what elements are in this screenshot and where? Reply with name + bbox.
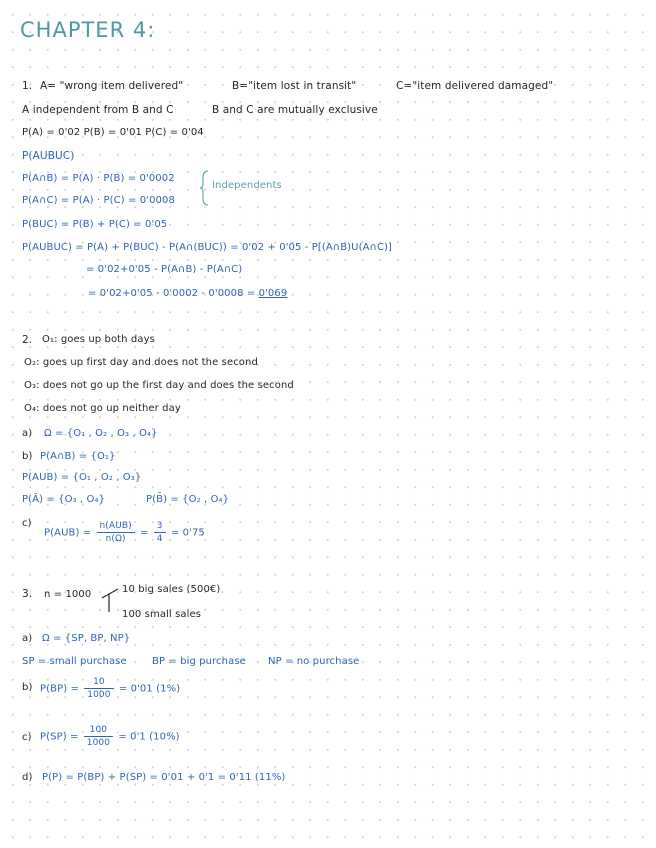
- q3-b-numerator: 10: [84, 676, 113, 689]
- brace-label: Independents: [212, 180, 282, 191]
- q2-c-line: [44, 520, 205, 545]
- q1-line-7: [88, 288, 287, 299]
- q2-c-prefix: P(AUB) =: [44, 527, 92, 539]
- q2-outcome-1: O₁: goes up both days: [42, 334, 155, 345]
- q3-b-prefix: P(BP) =: [40, 683, 79, 695]
- q3-legend-np: NP = no purchase: [268, 656, 360, 667]
- q1-line-4: P(BUC) = P(B) + P(C) = 0'05: [22, 219, 168, 230]
- q3-c-line: [40, 724, 180, 749]
- q3-d-line: P(P) = P(BP) + P(SP) = 0'01 + 0'1 = 0'11 (11%): [42, 772, 286, 783]
- q3-b-label: b): [22, 682, 33, 693]
- q3-b-line: [40, 676, 180, 701]
- q2-b-line-3-left: P(Ā) = {O₃ , O₄}: [22, 494, 106, 505]
- q2-b-line-3-right: P(B̄) = {O₂ , O₄}: [146, 494, 230, 505]
- q2-sample-space: Ω = {O₁ , O₂ , O₃ , O₄}: [44, 428, 158, 439]
- q2-outcome-4: O₄: does not go up neither day: [24, 403, 181, 414]
- q3-b-denominator: 1000: [87, 690, 111, 700]
- q3-c-numerator: 100: [84, 724, 113, 737]
- q2-c-numerator: n(AUB): [97, 520, 135, 533]
- q1-line-5: P(AUBUC) = P(A) + P(BUC) - P(A∩(BUC)) = 0'02 + 0'05 - P[(A∩B)U(A∩C)]: [22, 242, 393, 253]
- q2-b-label: b): [22, 451, 33, 462]
- q1-line-3: P(A∩C) = P(A) · P(C) = 0'0008: [22, 195, 175, 206]
- q1-probabilities: P(A) = 0'02 P(B) = 0'01 P(C) = 0'04: [22, 127, 204, 138]
- q3-legend-bp: BP = big purchase: [152, 656, 246, 667]
- q3-legend-sp: SP = small purchase: [22, 656, 127, 667]
- q1-line-7-prefix: = 0'02+0'05 - 0'0002 - 0'0008 =: [88, 288, 256, 299]
- q3-c-label: c): [22, 732, 32, 743]
- q3-c-prefix: P(SP) =: [40, 731, 79, 743]
- q3-b-fraction: [84, 676, 113, 701]
- q2-c-numerator-2: 3: [154, 520, 166, 533]
- q1-event-b: B="item lost in transit": [232, 80, 357, 92]
- q3-n: n = 1000: [44, 589, 92, 600]
- q2-outcome-3: O₃: does not go up the first day and does the second: [24, 380, 294, 391]
- q2-b-line-2: P(AUB) = {O₁ , O₂ , O₃}: [22, 472, 142, 483]
- q3-c-result: = 0'1 (10%): [118, 731, 180, 743]
- q3-c-denominator: 1000: [86, 738, 111, 748]
- q2-c-fraction: [97, 520, 135, 545]
- branch-icon: [100, 586, 120, 614]
- q2-c-fraction-2: [154, 520, 166, 545]
- q1-line-2: P(A∩B) = P(A) · P(B) = 0'0002: [22, 173, 175, 184]
- q2-a-label: a): [22, 428, 33, 439]
- q1-statement-right: B and C are mutually exclusive: [212, 104, 378, 116]
- q3-d-label: d): [22, 772, 33, 783]
- brace-icon: [200, 170, 210, 206]
- page-title: CHAPTER 4:: [20, 18, 156, 42]
- q2-number: 2.: [22, 334, 33, 346]
- q2-c-denominator: n(Ω): [105, 534, 126, 544]
- q2-b-line-1: P(A∩B) = {O₁}: [40, 451, 116, 462]
- q1-result: 0'069: [258, 288, 288, 299]
- q2-c-label: c): [22, 518, 32, 529]
- q2-outcome-2: O₂: goes up first day and does not the second: [24, 357, 258, 368]
- q3-number: 3.: [22, 588, 33, 600]
- q1-event-c: C="item delivered damaged": [396, 80, 554, 92]
- q3-a-label: a): [22, 633, 33, 644]
- q1-event-a: A= "wrong item delivered": [40, 80, 184, 92]
- q2-c-equals: =: [140, 527, 149, 539]
- q1-line-1: P(AUBUC): [22, 150, 75, 162]
- q2-c-result: = 0'75: [170, 527, 205, 539]
- q2-c-denominator-2: 4: [156, 534, 163, 544]
- q1-statement-left: A independent from B and C: [22, 104, 174, 116]
- q3-c-fraction: [84, 724, 113, 749]
- q1-number: 1.: [22, 80, 33, 92]
- q3-b-result: = 0'01 (1%): [118, 683, 181, 695]
- q3-branch-bottom: 100 small sales: [122, 609, 202, 620]
- q3-branch-top: 10 big sales (500€): [122, 584, 221, 595]
- q3-sample-space: Ω = {SP, BP, NP}: [42, 633, 131, 644]
- q1-line-6: = 0'02+0'05 - P(A∩B) - P(A∩C): [86, 264, 243, 275]
